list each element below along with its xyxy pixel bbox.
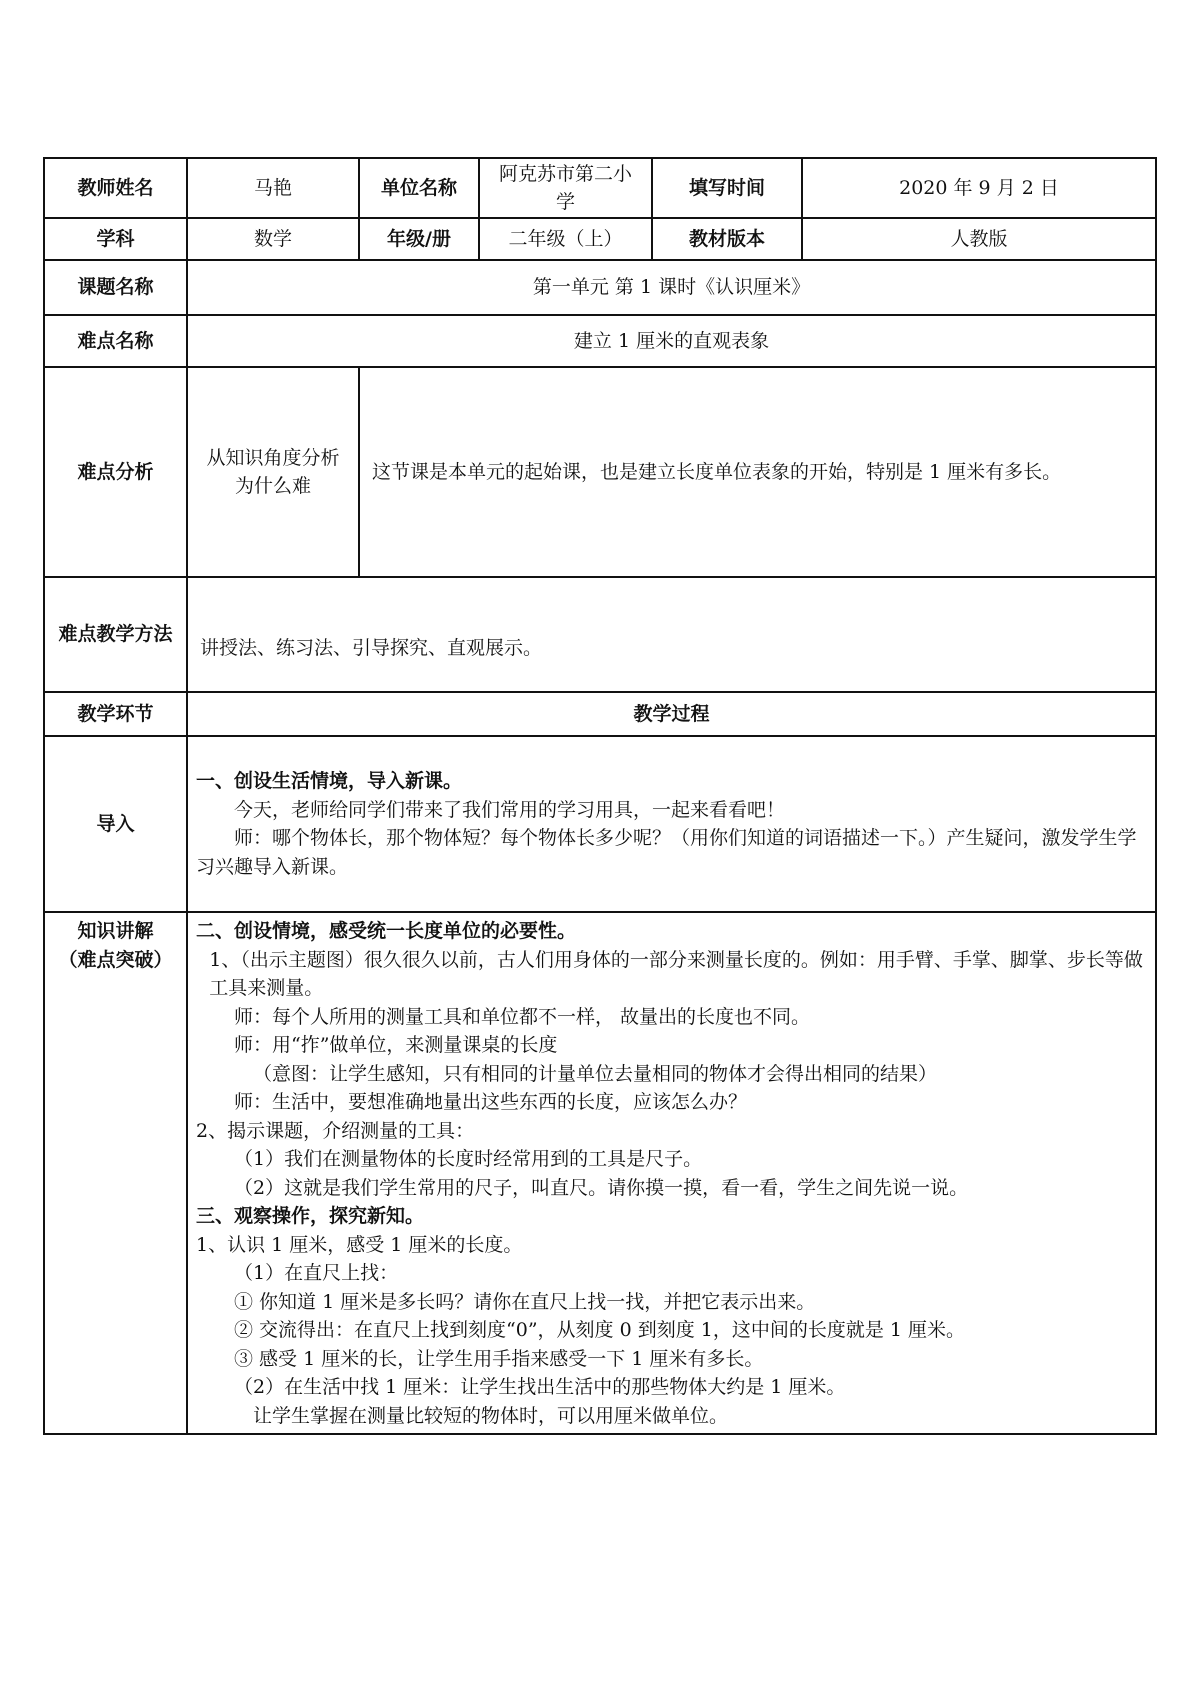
unit-value: 阿克苏市第二小学 (479, 158, 652, 218)
intro-label: 导入 (44, 736, 187, 912)
grade-value: 二年级（上） (479, 218, 652, 260)
method-label: 难点教学方法 (44, 577, 187, 692)
knowledge-line: （1）我们在测量物体的长度时经常用到的工具是尺子。 (234, 1148, 703, 1170)
intro-heading: 一、创设生活情境，导入新课。 (196, 770, 463, 792)
stage-header: 教学环节 (44, 692, 187, 736)
subject-value: 数学 (187, 218, 359, 260)
knowledge-line: ② 交流得出：在直尺上找到刻度“0”，从刻度 0 到刻度 1，这中间的长度就是 1 厘米。 (234, 1319, 966, 1341)
row-topic (44, 260, 1156, 315)
knowledge-line: （2）在生活中找 1 厘米：让学生找出生活中的那些物体大约是 1 厘米。 (234, 1376, 846, 1398)
edition-label: 教材版本 (652, 218, 802, 260)
intro-content (187, 736, 1156, 912)
method-text: 讲授法、练习法、引导探究、直观展示。 (187, 577, 1156, 692)
knowledge-line: （2）这就是我们学生常用的尺子，叫直尺。请你摸一摸，看一看，学生之间先说一说。 (234, 1176, 969, 1199)
knowledge-line: 师：用“拃”做单位，来测量课桌的长度 (234, 1034, 558, 1056)
knowledge-label: 知识讲解 (77, 920, 154, 942)
intro-line: 师：哪个物体长，那个物体短？每个物体长多少呢？（用你们知道的词语描述一下。）产生疑问，激发学生学习兴趣导入新课。 (196, 827, 1137, 878)
row-subject (44, 218, 1156, 260)
intro-line: 今天，老师给同学们带来了我们常用的学习用具，一起来看看吧！ (234, 798, 786, 821)
knowledge-line: （意图：让学生感知，只有相同的计量单位去量相同的物体才会得出相同的结果） (253, 1062, 938, 1085)
row-intro (44, 736, 1156, 912)
grade-label: 年级/册 (359, 218, 479, 260)
topic-label: 课题名称 (44, 260, 187, 315)
subject-label: 学科 (44, 218, 187, 260)
knowledge-content (187, 912, 1156, 1434)
date-label: 填写时间 (652, 158, 802, 218)
lesson-plan-table (43, 157, 1157, 1435)
analysis-sub-label: 从知识角度分析为什么难 (187, 367, 359, 577)
section-heading: 二、创设情境，感受统一长度单位的必要性。 (196, 920, 577, 942)
row-method (44, 577, 1156, 692)
analysis-text: 这节课是本单元的起始课，也是建立长度单位表象的开始，特别是 1 厘米有多长。 (359, 367, 1156, 577)
section-heading: 三、观察操作，探究新知。 (196, 1205, 425, 1227)
knowledge-sub-label: （难点突破） (58, 948, 173, 971)
row-knowledge (44, 912, 1156, 1434)
topic-value: 第一单元 第 1 课时《认识厘米》 (187, 260, 1156, 315)
knowledge-line: 师：每个人所用的测量工具和单位都不一样， 故量出的长度也不同。 (234, 1005, 811, 1028)
row-difficulty (44, 315, 1156, 367)
knowledge-line: 让学生掌握在测量比较短的物体时，可以用厘米做单位。 (253, 1404, 729, 1427)
date-value: 2020 年 9 月 2 日 (802, 158, 1156, 218)
knowledge-line: ① 你知道 1 厘米是多长吗？请你在直尺上找一找，并把它表示出来。 (234, 1290, 816, 1313)
row-process-header (44, 692, 1156, 736)
teacher-value: 马艳 (187, 158, 359, 218)
unit-label: 单位名称 (359, 158, 479, 218)
row-analysis (44, 367, 1156, 577)
knowledge-line: 师：生活中，要想准确地量出这些东西的长度，应该怎么办？ (234, 1091, 748, 1113)
row-teacher (44, 158, 1156, 218)
teacher-label: 教师姓名 (44, 158, 187, 218)
knowledge-label-cell (44, 912, 187, 1434)
knowledge-line: （1）在直尺上找： (234, 1262, 399, 1284)
knowledge-line: ③ 感受 1 厘米的长，让学生用手指来感受一下 1 厘米有多长。 (234, 1347, 764, 1370)
analysis-label: 难点分析 (44, 367, 187, 577)
knowledge-line: 1、（出示主题图）很久很久以前，古人们用身体的一部分来测量长度的。例如：用手臂、手掌、脚掌、步长等做工具来测量。 (209, 948, 1143, 999)
difficulty-label: 难点名称 (44, 315, 187, 367)
process-header: 教学过程 (187, 692, 1156, 736)
edition-value: 人教版 (802, 218, 1156, 260)
knowledge-line: 1、认识 1 厘米，感受 1 厘米的长度。 (196, 1233, 523, 1256)
knowledge-line: 2、揭示课题，介绍测量的工具： (196, 1119, 475, 1142)
difficulty-value: 建立 1 厘米的直观表象 (187, 315, 1156, 367)
